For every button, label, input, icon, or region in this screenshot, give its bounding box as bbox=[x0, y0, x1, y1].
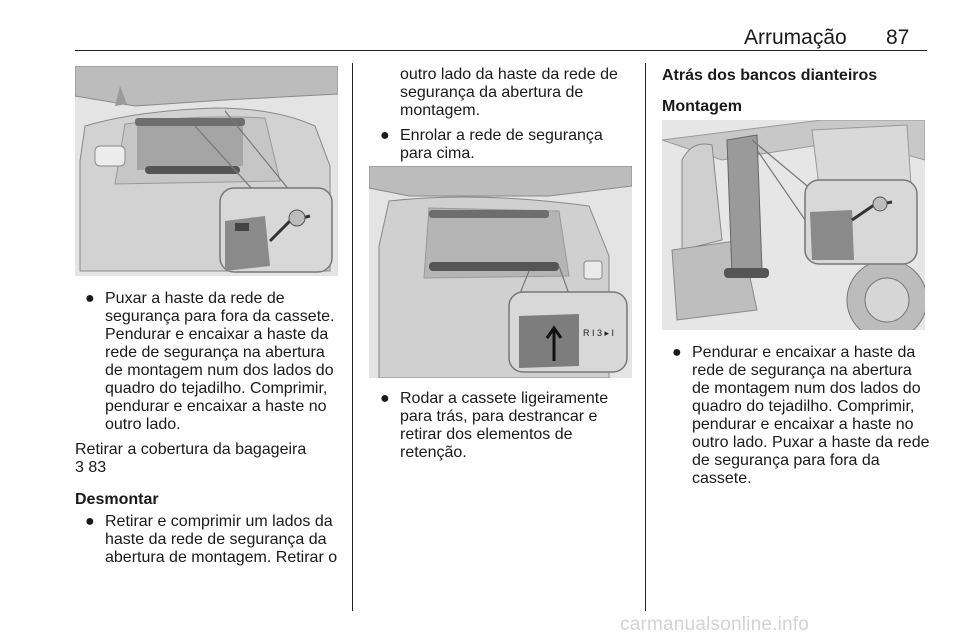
section-heading: Atrás dos bancos dianteiros bbox=[662, 67, 878, 84]
bullet-icon: ● bbox=[672, 344, 682, 361]
list-item bbox=[370, 390, 635, 462]
header-rule bbox=[75, 50, 927, 51]
figure-1-illustration bbox=[75, 66, 338, 276]
paragraph-text: Retirar a cobertura da bagageira bbox=[75, 441, 307, 458]
list-item bbox=[75, 290, 345, 434]
instruction-text: Retirar e comprimir um lados da haste da rede de segurança da abertura de montagem. Retirar o bbox=[105, 513, 338, 566]
instruction-text: Enrolar a rede de segurança para cima. bbox=[400, 127, 603, 162]
column-divider-2 bbox=[645, 63, 646, 611]
column-2-text-bottom bbox=[370, 390, 635, 469]
figure-cassette-rotate bbox=[369, 166, 632, 378]
instruction-text: Rodar a cassete ligeiramente para trás, para destrancar e retirar dos elementos de retenção. bbox=[400, 390, 609, 461]
figure-2-illustration bbox=[369, 166, 632, 378]
running-header-title: Arrumação bbox=[744, 26, 847, 49]
column-2-text-top bbox=[370, 66, 635, 170]
list-item bbox=[370, 127, 635, 163]
column-3-text bbox=[662, 344, 932, 495]
page-number: 87 bbox=[886, 26, 910, 49]
bullet-icon: ● bbox=[380, 127, 390, 144]
continued-text: outro lado da haste da rede de segurança da abertura de montagem. bbox=[400, 66, 618, 119]
figure-tailgate-net-pull bbox=[75, 66, 338, 276]
bullet-icon: ● bbox=[380, 390, 390, 407]
subheading-desmontar: Desmontar bbox=[75, 491, 159, 508]
subheading-montagem: Montagem bbox=[662, 98, 742, 115]
cassette-lock-label: R I 3 ▸ I bbox=[583, 328, 615, 338]
paragraph bbox=[75, 441, 345, 477]
cross-reference-link[interactable]: 83 bbox=[88, 459, 107, 476]
instruction-text: Puxar a haste da rede de segurança para fora da cassete. Pendurar e encaixar a haste da rede de segurança na abertura de montagem num dos lados do quadro do tejadilho. Comprimir, pendurar e encaixar a haste no outro lado. bbox=[105, 290, 335, 433]
cross-reference-arrow-icon: 3 bbox=[75, 459, 84, 476]
watermark: carmanualsonline.info bbox=[620, 614, 810, 635]
bullet-icon: ● bbox=[85, 290, 95, 307]
column-1-text bbox=[75, 290, 345, 574]
instruction-text: Pendurar e encaixar a haste da rede de segurança na abertura de montagem num dos lados do quadro do tejadilho. Comprimir, pendurar e encaixar a haste no outro lado. Puxar a haste da rede de segurança para fora da cassete. bbox=[692, 344, 930, 487]
list-item bbox=[75, 513, 345, 567]
column-divider-1 bbox=[352, 63, 353, 611]
bullet-icon: ● bbox=[85, 513, 95, 530]
figure-3-illustration bbox=[662, 120, 925, 330]
list-item bbox=[662, 344, 932, 488]
figure-front-seats-net bbox=[662, 120, 925, 330]
